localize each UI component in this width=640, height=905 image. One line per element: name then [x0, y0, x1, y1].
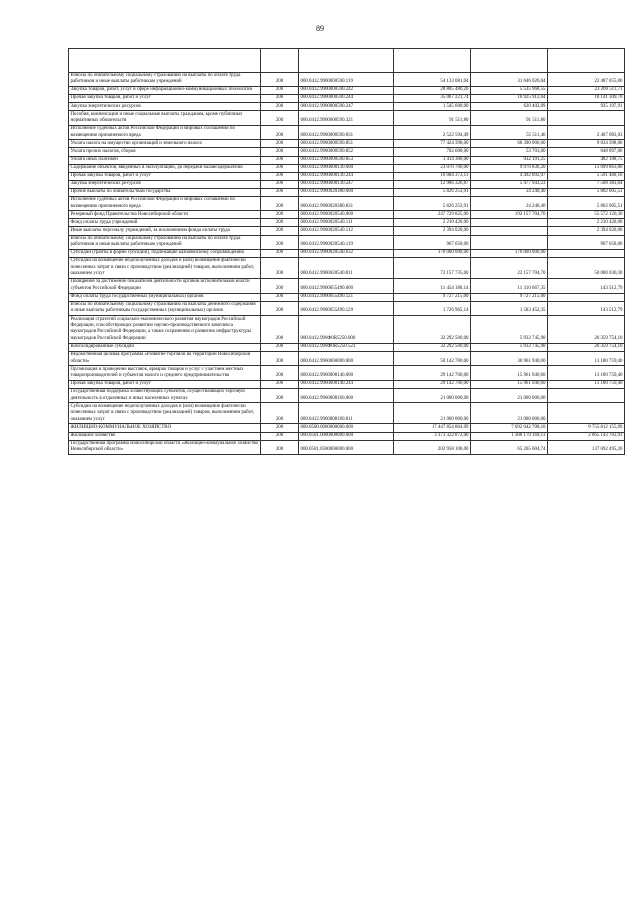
row-line-code: 200 — [261, 211, 299, 219]
row-description: Пособия, компенсации и иные социальные выплаты гражданам, кроме публичных нормативных обязательств — [69, 111, 261, 126]
row-executed-amount: 7 692 042 708,10 — [471, 424, 548, 432]
row-classification-code: 000.0412.9900008130.247 — [299, 180, 394, 188]
row-classification-code: 000.0412.9900020540.000 — [299, 211, 394, 219]
table-row — [69, 316, 625, 343]
row-classification-code: 000.0412.9900000590.852 — [299, 148, 394, 156]
row-approved-amount: 1 414 300,00 — [394, 156, 471, 164]
row-description: ЖИЛИЩНО-КОММУНАЛЬНОЕ ХОЗЯЙСТВО — [69, 424, 261, 432]
row-executed-amount: 5 932 745,90 — [471, 316, 548, 343]
row-unexecuted-amount — [548, 111, 625, 126]
row-unexecuted-amount: 9 034 398,00 — [548, 140, 625, 148]
row-line-code: 200 — [261, 343, 299, 351]
row-line-code: 200 — [261, 316, 299, 343]
row-line-code: 200 — [261, 156, 299, 164]
row-executed-amount: 53 703,00 — [471, 148, 548, 156]
row-description — [69, 49, 261, 73]
row-approved-amount: 2 210 420,00 — [394, 219, 471, 227]
table-row — [69, 403, 625, 424]
row-approved-amount: 72 157 735,00 — [394, 258, 471, 279]
row-line-code: 200 — [261, 125, 299, 140]
row-executed-amount: 11 310 667,35 — [471, 279, 548, 294]
row-approved-amount: 35 067 221,74 — [394, 95, 471, 103]
row-approved-amount: 54 133 081,04 — [394, 72, 471, 87]
row-approved-amount: 5 826 253,91 — [394, 196, 471, 211]
row-line-code: 200 — [261, 196, 299, 211]
row-classification-code: 000.0412.9900020540.632 — [299, 250, 394, 258]
row-executed-amount: 192 157 704,70 — [471, 211, 548, 219]
row-line-code: 200 — [261, 258, 299, 279]
row-description: Уплата прочих налогов, сборов — [69, 148, 261, 156]
row-description: Фонд оплаты труда учреждений — [69, 219, 261, 227]
row-description: Резервный фонд Правительства Новосибирской области — [69, 211, 261, 219]
row-description: Закупка товаров, работ, услуг в сфере информационно-коммуникационных технологий — [69, 87, 261, 95]
row-executed-amount — [471, 49, 548, 73]
table-row — [69, 440, 625, 455]
row-approved-amount: 12 986 326,87 — [394, 180, 471, 188]
table-row — [69, 351, 625, 366]
row-description: Жилищное хозяйство — [69, 432, 261, 440]
row-unexecuted-amount: 648 897,00 — [548, 148, 625, 156]
row-line-code: 200 — [261, 388, 299, 403]
row-unexecuted-amount: 143 512,79 — [548, 301, 625, 316]
page-number: 89 — [316, 24, 324, 33]
table-row — [69, 111, 625, 126]
row-executed-amount: 36 961 940,60 — [471, 351, 548, 366]
row-classification-code: 000.0412.9900000590.853 — [299, 156, 394, 164]
row-unexecuted-amount: 5 591 480,16 — [548, 172, 625, 180]
row-classification-code: 000.0412.9900000590.851 — [299, 140, 394, 148]
row-executed-amount: 21 000 000,00 — [471, 403, 548, 424]
row-classification-code: 000.0412.9900000590.321 — [299, 111, 394, 126]
table-row — [69, 148, 625, 156]
row-unexecuted-amount: 18 141 309,70 — [548, 95, 625, 103]
row-line-code: 200 — [261, 366, 299, 381]
row-description: Субсидии на возмещение недополученных доходов и (или) возмещение фактически понесенных затрат в связи с производством (реализацией) товаров, выполнением работ, оказанием услуг — [69, 403, 261, 424]
row-description: Субсидии на возмещение недополученных доходов и (или) возмещение фактически понесенных затрат в связи с производством (реализацией) товаров, выполнением работ, оказанием услуг — [69, 258, 261, 279]
row-description: Закупка энергетических ресурсов — [69, 180, 261, 188]
row-approved-amount: 32 292 500,00 — [394, 343, 471, 351]
table-row — [69, 380, 625, 388]
row-unexecuted-amount: 5 802 005,51 — [548, 196, 625, 211]
row-unexecuted-amount: 2 467 083,03 — [548, 125, 625, 140]
row-approved-amount: 17 447 854 864,09 — [394, 424, 471, 432]
row-description: Поощрение за достижение показателей деятельности органов исполнительной власти субъектов Российской Федерации — [69, 279, 261, 294]
table-row — [69, 211, 625, 219]
row-description: Реализация стратегий социально-экономического развития наукоградов Российской Федерации, способствующих развитию научно-производственного комплекса наукоградов Российской Федерации, а также сохранению и развитию инфраструктуры наукоградов Российской Федерации — [69, 316, 261, 343]
row-approved-amount — [394, 49, 471, 73]
row-description: Государственная поддержка хозяйствующих субъектов, осуществляющих торговую деятельность в отдаленных и иных населенных пунктах — [69, 388, 261, 403]
row-line-code: 200 — [261, 235, 299, 250]
row-description: Фонд оплаты труда государственных (муниципальных) органов — [69, 293, 261, 301]
row-description: Организация и проведение выставок, ярмарок товаров и услуг с участием местных товаропроизводителей и субъектов малого и среднего предпринимательства — [69, 366, 261, 381]
row-unexecuted-amount: 2 394 020,00 — [548, 227, 625, 235]
row-approved-amount: 21 000 000,00 — [394, 403, 471, 424]
row-line-code: 200 — [261, 424, 299, 432]
table-row — [69, 95, 625, 103]
row-line-code: 200 — [261, 111, 299, 126]
row-approved-amount: 702 600,00 — [394, 148, 471, 156]
row-classification-code: 000.0412.9960000000.000 — [299, 351, 394, 366]
row-description: Исполнение судебных актов Российской Федерации и мировых соглашений по возмещению причиненного вреда — [69, 196, 261, 211]
row-unexecuted-amount: 5 802 005,51 — [548, 188, 625, 196]
table-row — [69, 301, 625, 316]
row-approved-amount: 9 727 215,00 — [394, 293, 471, 301]
row-classification-code: 000.0500.0000000000.000 — [299, 424, 394, 432]
row-approved-amount: 5 826 253,91 — [394, 188, 471, 196]
row-unexecuted-amount: 55 572 120,30 — [548, 211, 625, 219]
row-classification-code: 000.0412.9900008130.000 — [299, 164, 394, 172]
row-classification-code: 000.0501.0000000000.000 — [299, 432, 394, 440]
budget-execution-table — [68, 48, 625, 455]
row-executed-amount: 1 308 179 169,13 — [471, 432, 548, 440]
row-unexecuted-amount: 50 000 030,30 — [548, 258, 625, 279]
table-row — [69, 343, 625, 351]
row-classification-code: 000.0412.9900020540.119 — [299, 235, 394, 250]
row-unexecuted-amount: 2 065 143 702,93 — [548, 432, 625, 440]
row-executed-amount: 9 970 836,20 — [471, 164, 548, 172]
row-unexecuted-amount: 7 508 383,64 — [548, 180, 625, 188]
table-row — [69, 424, 625, 432]
row-executed-amount: 65 265 604,74 — [471, 440, 548, 455]
row-approved-amount: 1 726 965,14 — [394, 301, 471, 316]
row-description: Прочая закупка товаров, работ и услуг — [69, 172, 261, 180]
row-description: Прочая закупка товаров, работ и услуг — [69, 95, 261, 103]
row-line-code: 200 — [261, 301, 299, 316]
table-row — [69, 366, 625, 381]
row-unexecuted-amount: 26 359 754,10 — [548, 316, 625, 343]
row-classification-code: 000.0412.990Ф0R5250.523 — [299, 343, 394, 351]
row-executed-amount: 15 961 940,60 — [471, 366, 548, 381]
row-description: Государственная программа Новосибирской области «Жилищно-коммунальное хозяйство Новосибирской области» — [69, 440, 261, 455]
row-line-code: 200 — [261, 140, 299, 148]
row-description: Взносы по обязательному социальному страхованию на выплаты по оплате труда работников и иные выплаты работникам учреждений — [69, 72, 261, 87]
row-line-code: 200 — [261, 148, 299, 156]
table-row — [69, 164, 625, 172]
row-unexecuted-amount: 2 210 420,00 — [548, 219, 625, 227]
row-description: Исполнение судебных актов Российской Федерации и мировых соглашений по возмещению причиненного вреда — [69, 125, 261, 140]
row-approved-amount: 28 805 480,26 — [394, 87, 471, 95]
row-line-code: 200 — [261, 227, 299, 235]
row-unexecuted-amount: 967 650,00 — [548, 235, 625, 250]
row-executed-amount: 22 157 704,70 — [471, 258, 548, 279]
row-executed-amount — [471, 235, 548, 250]
row-executed-amount: 24 248,40 — [471, 188, 548, 196]
row-executed-amount: 9 727 215,00 — [471, 293, 548, 301]
row-executed-amount: 15 961 940,60 — [471, 380, 548, 388]
row-executed-amount: 4 492 892,97 — [471, 172, 548, 180]
row-classification-code: 000.0412.9900020540.111 — [299, 219, 394, 227]
row-executed-amount: 24 248,40 — [471, 196, 548, 211]
row-description: Прочие выплаты по обязательствам государства — [69, 188, 261, 196]
table-row — [69, 258, 625, 279]
row-classification-code: 000.0412.9900020380.831 — [299, 196, 394, 211]
row-classification-code: 000.0412.9900000590.831 — [299, 125, 394, 140]
row-classification-code: 000.0412.9960008140.244 — [299, 380, 394, 388]
table-row — [69, 103, 625, 111]
table-row — [69, 156, 625, 164]
table-row — [69, 388, 625, 403]
table-row — [69, 172, 625, 180]
table-row — [69, 188, 625, 196]
row-classification-code: 000.0412.9900020380.000 — [299, 188, 394, 196]
row-unexecuted-amount: 22 487 055,00 — [548, 72, 625, 87]
row-line-code: 200 — [261, 432, 299, 440]
row-classification-code: 000.0412.9900055490.129 — [299, 301, 394, 316]
row-line-code: 200 — [261, 87, 299, 95]
row-line-code: 200 — [261, 219, 299, 227]
row-executed-amount: 16 925 912,04 — [471, 95, 548, 103]
row-executed-amount: 620 402,09 — [471, 103, 548, 111]
row-approved-amount: 29 142 700,00 — [394, 366, 471, 381]
row-description: Уплата налога на имущество организаций и земельного налога — [69, 140, 261, 148]
row-line-code: 200 — [261, 95, 299, 103]
row-line-code: 200 — [261, 293, 299, 301]
row-unexecuted-amount — [548, 403, 625, 424]
row-approved-amount: 2 394 020,00 — [394, 227, 471, 235]
row-description: Содержание объектов, введенных в эксплуатацию, до передачи балансодержателю — [69, 164, 261, 172]
row-classification-code: 000.0412.9900000590.247 — [299, 103, 394, 111]
row-line-code: 200 — [261, 403, 299, 424]
row-line-code: 200 — [261, 380, 299, 388]
row-executed-amount: 170 000 000,00 — [471, 250, 548, 258]
row-description: Уплата иных платежей — [69, 156, 261, 164]
row-line-code: 200 — [261, 103, 299, 111]
table-row — [69, 279, 625, 294]
row-unexecuted-amount — [548, 293, 625, 301]
row-unexecuted-amount: 925 197,91 — [548, 103, 625, 111]
row-unexecuted-amount: 13 180 759,40 — [548, 366, 625, 381]
table-row — [69, 219, 625, 227]
row-approved-amount: 247 729 825,00 — [394, 211, 471, 219]
row-description: Субсидии (гранты в форме субсидий), подлежащие казначейскому сопровождению — [69, 250, 261, 258]
row-line-code — [261, 49, 299, 73]
table-row — [69, 49, 625, 73]
table-row — [69, 180, 625, 188]
row-classification-code: 000.0412.9900000590.242 — [299, 87, 394, 95]
row-classification-code: 000.0412.9900000590.244 — [299, 95, 394, 103]
row-approved-amount: 91 511,80 — [394, 111, 471, 126]
row-classification-code: 000.0412.9960008160.811 — [299, 403, 394, 424]
row-approved-amount: 23 070 700,00 — [394, 164, 471, 172]
row-classification-code: 000.0501.0500000000.000 — [299, 440, 394, 455]
row-approved-amount: 3 373 322 872,06 — [394, 432, 471, 440]
row-approved-amount: 21 000 000,00 — [394, 388, 471, 403]
row-approved-amount: 32 292 500,00 — [394, 316, 471, 343]
row-approved-amount: 967 650,00 — [394, 235, 471, 250]
row-executed-amount: 5 477 943,23 — [471, 180, 548, 188]
row-unexecuted-amount: 137 692 495,26 — [548, 440, 625, 455]
row-classification-code: 000.0412.9900020540.112 — [299, 227, 394, 235]
row-description: Взносы по обязательному социальному страхованию на выплаты денежного содержания и иные выплаты работникам государственных (муниципальных) органов — [69, 301, 261, 316]
row-unexecuted-amount: 26 359 754,10 — [548, 343, 625, 351]
table-row — [69, 196, 625, 211]
row-classification-code: 000.0412.9900000590.119 — [299, 72, 394, 87]
row-classification-code — [299, 49, 394, 73]
row-line-code: 200 — [261, 188, 299, 196]
row-executed-amount: 21 000 000,00 — [471, 388, 548, 403]
table-row — [69, 432, 625, 440]
row-approved-amount: 29 142 700,00 — [394, 380, 471, 388]
row-executed-amount: 5 932 745,90 — [471, 343, 548, 351]
row-classification-code: 000.0412.9900020540.811 — [299, 258, 394, 279]
row-executed-amount: 68 390 000,00 — [471, 140, 548, 148]
table-row — [69, 235, 625, 250]
row-classification-code: 000.0412.9960008140.000 — [299, 366, 394, 381]
row-line-code: 200 — [261, 279, 299, 294]
row-executed-amount — [471, 219, 548, 227]
row-approved-amount: 77 424 398,00 — [394, 140, 471, 148]
row-unexecuted-amount — [548, 250, 625, 258]
row-line-code: 200 — [261, 72, 299, 87]
row-unexecuted-amount: 13 180 759,40 — [548, 380, 625, 388]
row-description: Прочая закупка товаров, работ и услуг — [69, 380, 261, 388]
row-executed-amount: 55 511,46 — [471, 125, 548, 140]
row-description: Закупка энергетических ресурсов — [69, 103, 261, 111]
table-row — [69, 293, 625, 301]
table-row — [69, 72, 625, 87]
row-classification-code: 000.0412.9960008160.000 — [299, 388, 394, 403]
row-executed-amount — [471, 227, 548, 235]
row-approved-amount: 170 000 000,00 — [394, 250, 471, 258]
row-unexecuted-amount: 23 269 511,71 — [548, 87, 625, 95]
row-approved-amount: 10 084 373,13 — [394, 172, 471, 180]
table-row — [69, 140, 625, 148]
row-classification-code: 000.0412.9900055490.000 — [299, 279, 394, 294]
row-line-code: 200 — [261, 351, 299, 366]
table-row — [69, 250, 625, 258]
row-executed-amount: 5 535 968,55 — [471, 87, 548, 95]
row-executed-amount: 91 511,80 — [471, 111, 548, 126]
row-approved-amount: 2 522 594,49 — [394, 125, 471, 140]
row-unexecuted-amount: 13 099 863,80 — [548, 164, 625, 172]
row-unexecuted-amount: 143 512,79 — [548, 279, 625, 294]
row-classification-code: 000.0412.9900055490.121 — [299, 293, 394, 301]
row-line-code: 200 — [261, 440, 299, 455]
row-line-code: 200 — [261, 164, 299, 172]
row-unexecuted-amount: 13 180 759,40 — [548, 351, 625, 366]
row-executed-amount: 1 583 452,35 — [471, 301, 548, 316]
row-description: Иные выплаты персоналу учреждений, за исключением фонда оплаты труда — [69, 227, 261, 235]
table-body — [69, 49, 625, 455]
table-row — [69, 87, 625, 95]
row-line-code: 200 — [261, 180, 299, 188]
row-unexecuted-amount: 482 108,75 — [548, 156, 625, 164]
row-description: Консолидированные субсидии — [69, 343, 261, 351]
row-description: Взносы по обязательному социальному страхованию на выплаты по оплате труда работников и иные выплаты работникам учреждений — [69, 235, 261, 250]
table-row — [69, 227, 625, 235]
row-approved-amount: 202 958 100,00 — [394, 440, 471, 455]
row-classification-code: 000.0412.9900008130.244 — [299, 172, 394, 180]
row-classification-code: 000.0412.990Ф0R5250.000 — [299, 316, 394, 343]
row-approved-amount: 11 454 180,14 — [394, 279, 471, 294]
row-executed-amount: 31 646 026,04 — [471, 72, 548, 87]
row-approved-amount: 50 142 700,00 — [394, 351, 471, 366]
table-row — [69, 125, 625, 140]
row-unexecuted-amount — [548, 388, 625, 403]
row-description: Ведомственная целевая программа «Развитие торговли на территории Новосибирской области» — [69, 351, 261, 366]
row-executed-amount: 932 191,25 — [471, 156, 548, 164]
row-unexecuted-amount: 9 755 812 155,99 — [548, 424, 625, 432]
row-line-code: 200 — [261, 172, 299, 180]
row-unexecuted-amount — [548, 49, 625, 73]
row-line-code: 200 — [261, 250, 299, 258]
row-approved-amount: 1 545 600,00 — [394, 103, 471, 111]
